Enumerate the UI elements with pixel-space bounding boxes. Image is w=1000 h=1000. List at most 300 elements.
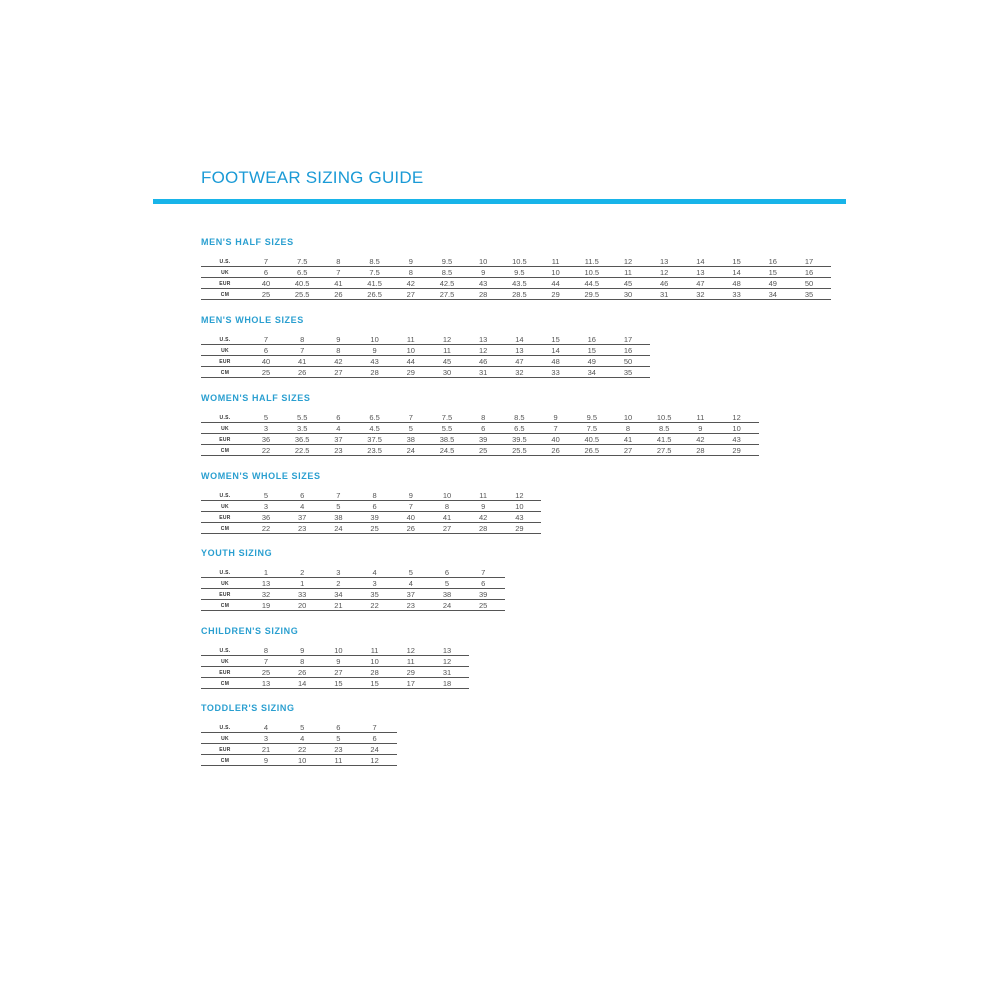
row-label: EUR	[219, 359, 231, 365]
table-cell: 40	[406, 513, 415, 522]
table-cell: 9	[481, 502, 486, 511]
table-cell: 9	[263, 756, 269, 765]
table-cell: 3	[263, 734, 269, 743]
table-cell: 49	[768, 279, 777, 288]
table-cell: 7.5	[369, 268, 380, 277]
table-cell: 22.5	[294, 446, 310, 455]
row-label: EUR	[219, 515, 231, 521]
table-cell: 3	[263, 502, 269, 511]
table-cell: 13	[261, 579, 271, 588]
table-cell: 29	[732, 446, 741, 455]
table-cell: 7	[263, 335, 269, 344]
table-cell: 12	[732, 413, 741, 422]
table-cell: 34	[768, 290, 777, 299]
table-cell: 26	[298, 668, 307, 677]
table-cell: 6.5	[369, 413, 380, 422]
table-cell: 30	[442, 368, 452, 377]
table-cell: 42	[696, 435, 705, 444]
table-cell: 26.5	[584, 446, 600, 455]
table-cell: 9	[698, 424, 703, 433]
table-cell: 10	[732, 424, 741, 433]
table-cell: 4	[372, 568, 377, 577]
table-cell: 4	[263, 723, 269, 732]
table-row	[201, 645, 469, 656]
table-cell: 9	[300, 646, 305, 655]
page-title: FOOTWEAR SIZING GUIDE	[201, 168, 424, 187]
table-cell: 47	[696, 279, 705, 288]
table-cell: 8	[481, 413, 486, 422]
table-cell: 21	[261, 745, 271, 754]
table-cell: 13	[479, 335, 488, 344]
table-cell: 27	[334, 668, 343, 677]
table-cell: 27	[442, 524, 452, 533]
table-cell: 31	[479, 368, 488, 377]
table-cell: 9	[408, 491, 413, 500]
table-cell: 43.5	[512, 279, 527, 288]
table-cell: 8	[408, 268, 413, 277]
table-cell: 10	[551, 268, 560, 277]
table-cell: 7	[336, 491, 341, 500]
table-cell: 42	[406, 279, 415, 288]
table-cell: 39	[370, 513, 379, 522]
table-cell: 5.5	[296, 413, 308, 422]
table-cell: 5	[336, 734, 341, 743]
table-cell: 6	[481, 424, 486, 433]
table-cell: 46	[479, 357, 488, 366]
table-cell: 10	[442, 491, 452, 500]
table-cell: 32	[696, 290, 705, 299]
table-row	[201, 412, 759, 423]
table-cell: 10	[406, 346, 415, 355]
row-label: UK	[221, 659, 229, 665]
row-label: U.S.	[219, 493, 231, 499]
table-cell: 32	[261, 590, 271, 599]
row-label: CM	[220, 758, 230, 764]
table-cell: 8	[300, 335, 305, 344]
table-cell: 45	[623, 279, 633, 288]
table-cell: 12	[660, 268, 669, 277]
section-title: WOMEN'S HALF SIZES	[201, 393, 311, 403]
table-cell: 23	[334, 446, 343, 455]
row-label: UK	[221, 270, 229, 276]
table-cell: 39	[479, 435, 488, 444]
table-cell: 11	[406, 335, 415, 344]
table-cell: 7	[263, 657, 269, 666]
table-cell: 27.5	[439, 290, 455, 299]
table-cell: 34	[587, 368, 596, 377]
table-cell: 48	[551, 357, 560, 366]
table-cell: 27.5	[656, 446, 672, 455]
table-row	[201, 490, 541, 501]
table-cell: 8.5	[441, 268, 453, 277]
table-cell: 11	[551, 257, 560, 266]
table-cell: 12	[370, 756, 379, 765]
table-row	[201, 267, 831, 278]
table-cell: 43	[479, 279, 488, 288]
table-cell: 4	[408, 579, 413, 588]
row-label: UK	[221, 736, 229, 742]
table-cell: 22	[261, 524, 271, 533]
table-cell: 4	[336, 424, 341, 433]
table-cell: 8	[300, 657, 305, 666]
table-cell: 10	[370, 335, 379, 344]
table-cell: 10	[334, 646, 343, 655]
table-cell: 2	[336, 579, 341, 588]
row-label: EUR	[219, 437, 231, 443]
table-cell: 13	[442, 646, 452, 655]
table-cell: 8	[336, 257, 341, 266]
table-row	[201, 678, 469, 689]
table-cell: 10.5	[656, 413, 672, 422]
table-cell: 24	[370, 745, 379, 754]
table-cell: 17	[406, 679, 415, 688]
section-title: TODDLER'S SIZING	[201, 703, 295, 713]
table-cell: 48	[732, 279, 741, 288]
table-cell: 27	[406, 290, 415, 299]
table-cell: 13	[261, 679, 271, 688]
table-cell: 29	[551, 290, 560, 299]
table-cell: 8	[263, 646, 269, 655]
table-cell: 6	[300, 491, 305, 500]
table-cell: 10.5	[512, 257, 527, 266]
table-row	[201, 434, 759, 445]
table-cell: 5	[408, 568, 413, 577]
table-cell: 15	[768, 268, 777, 277]
table-cell: 25.5	[512, 446, 527, 455]
row-label: CM	[220, 370, 230, 376]
table-cell: 10.5	[584, 268, 600, 277]
table-cell: 40	[261, 357, 271, 366]
table-cell: 47	[515, 357, 524, 366]
table-cell: 35	[804, 290, 814, 299]
table-cell: 8	[625, 424, 631, 433]
table-cell: 30	[623, 290, 633, 299]
table-cell: 45	[442, 357, 452, 366]
table-cell: 37.5	[367, 435, 382, 444]
table-cell: 41	[334, 279, 343, 288]
table-cell: 44.5	[584, 279, 600, 288]
table-cell: 26.5	[367, 290, 382, 299]
row-label: U.S.	[219, 725, 231, 731]
row-label: CM	[220, 448, 230, 454]
section-title: CHILDREN'S SIZING	[201, 626, 299, 636]
table-cell: 22	[370, 601, 379, 610]
table-cell: 42	[479, 513, 488, 522]
table-cell: 8.5	[514, 413, 525, 422]
table-row	[201, 356, 650, 367]
table-row	[201, 722, 397, 733]
table-cell: 34	[334, 590, 343, 599]
table-cell: 7	[553, 424, 558, 433]
table-cell: 29.5	[584, 290, 600, 299]
table-cell: 31	[442, 668, 452, 677]
table-cell: 23	[298, 524, 307, 533]
table-cell: 9	[408, 257, 413, 266]
table-cell: 9.5	[514, 268, 525, 277]
section-title: WOMEN'S WHOLE SIZES	[201, 471, 321, 481]
table-cell: 36.5	[294, 435, 310, 444]
table-cell: 2	[300, 568, 305, 577]
table-cell: 22	[261, 446, 271, 455]
table-cell: 17	[623, 335, 633, 344]
table-cell: 41	[442, 513, 452, 522]
table-cell: 21	[334, 601, 343, 610]
table-cell: 12	[442, 657, 452, 666]
table-cell: 28	[370, 668, 379, 677]
table-row	[201, 578, 505, 589]
table-row	[201, 733, 397, 744]
table-cell: 27	[334, 368, 343, 377]
table-cell: 17	[804, 257, 814, 266]
table-cell: 7.5	[586, 424, 598, 433]
table-cell: 12	[515, 491, 524, 500]
row-label: U.S.	[219, 415, 231, 421]
table-cell: 9	[372, 346, 377, 355]
table-cell: 28	[370, 368, 379, 377]
table-cell: 15	[732, 257, 741, 266]
table-cell: 35	[623, 368, 633, 377]
table-cell: 11	[406, 657, 415, 666]
table-cell: 44	[406, 357, 415, 366]
table-cell: 12	[442, 335, 452, 344]
table-cell: 8	[336, 346, 341, 355]
table-cell: 24	[334, 524, 343, 533]
table-cell: 4	[300, 734, 305, 743]
table-cell: 13	[660, 257, 669, 266]
row-label: EUR	[219, 592, 231, 598]
table-row	[201, 589, 505, 600]
table-cell: 29	[406, 668, 415, 677]
table-cell: 23.5	[367, 446, 382, 455]
table-cell: 6	[336, 413, 341, 422]
table-cell: 43	[732, 435, 741, 444]
table-cell: 10	[479, 257, 488, 266]
table-cell: 23	[334, 745, 343, 754]
table-cell: 5	[300, 723, 305, 732]
table-cell: 5.5	[441, 424, 453, 433]
table-cell: 6	[372, 734, 377, 743]
table-cell: 50	[623, 357, 633, 366]
table-cell: 24	[442, 601, 452, 610]
table-cell: 3.5	[296, 424, 308, 433]
table-cell: 28.5	[512, 290, 527, 299]
table-cell: 44	[551, 279, 560, 288]
table-cell: 32	[515, 368, 524, 377]
table-row	[201, 367, 650, 378]
table-cell: 22	[298, 745, 307, 754]
table-row	[201, 667, 469, 678]
table-row	[201, 744, 397, 755]
row-label: CM	[220, 526, 230, 532]
table-cell: 15	[334, 679, 343, 688]
table-cell: 13	[696, 268, 705, 277]
table-cell: 5	[408, 424, 413, 433]
table-cell: 9	[553, 413, 558, 422]
table-cell: 20	[298, 601, 307, 610]
table-cell: 6.5	[296, 268, 308, 277]
table-cell: 14	[298, 679, 307, 688]
table-row	[201, 345, 650, 356]
table-cell: 26	[298, 368, 307, 377]
table-cell: 16	[587, 335, 596, 344]
table-cell: 38	[334, 513, 343, 522]
table-cell: 9	[481, 268, 486, 277]
table-cell: 27	[623, 446, 633, 455]
table-cell: 14	[696, 257, 705, 266]
table-cell: 41	[623, 435, 633, 444]
table-cell: 40.5	[294, 279, 310, 288]
table-cell: 11	[443, 346, 451, 355]
table-cell: 6	[372, 502, 377, 511]
row-label: CM	[220, 681, 230, 687]
table-cell: 46	[660, 279, 669, 288]
table-cell: 28	[696, 446, 705, 455]
table-cell: 36	[261, 435, 271, 444]
table-cell: 11	[334, 756, 343, 765]
row-label: EUR	[219, 281, 231, 287]
table-cell: 8	[444, 502, 450, 511]
title-accent-bar	[153, 199, 846, 204]
table-cell: 5	[444, 579, 450, 588]
table-cell: 29	[406, 368, 415, 377]
row-label: EUR	[219, 670, 231, 676]
table-cell: 36	[261, 513, 271, 522]
table-cell: 8.5	[658, 424, 670, 433]
table-cell: 7	[372, 723, 377, 732]
table-cell: 40	[261, 279, 271, 288]
table-cell: 16	[804, 268, 814, 277]
table-cell: 10	[515, 502, 524, 511]
table-row	[201, 600, 505, 611]
table-row	[201, 278, 831, 289]
table-row	[201, 445, 759, 456]
table-cell: 25	[370, 524, 379, 533]
table-cell: 49	[587, 357, 596, 366]
table-cell: 7	[336, 268, 341, 277]
table-cell: 42.5	[439, 279, 455, 288]
table-cell: 9	[336, 657, 341, 666]
table-cell: 15	[587, 346, 596, 355]
table-cell: 25	[261, 368, 271, 377]
table-cell: 19	[261, 601, 271, 610]
table-cell: 39.5	[512, 435, 527, 444]
table-cell: 14	[515, 335, 524, 344]
row-label: EUR	[219, 747, 231, 753]
section-title: MEN'S HALF SIZES	[201, 237, 294, 247]
table-row	[201, 656, 469, 667]
table-cell: 15	[370, 679, 379, 688]
table-cell: 31	[660, 290, 669, 299]
table-row	[201, 289, 831, 300]
table-cell: 23	[406, 601, 415, 610]
table-cell: 24.5	[439, 446, 455, 455]
table-cell: 4.5	[369, 424, 380, 433]
table-cell: 9.5	[441, 257, 453, 266]
table-cell: 9	[336, 335, 341, 344]
table-cell: 7	[481, 568, 486, 577]
table-cell: 16	[768, 257, 777, 266]
table-cell: 25	[261, 668, 271, 677]
section-title: MEN'S WHOLE SIZES	[201, 315, 304, 325]
table-cell: 14	[732, 268, 741, 277]
table-cell: 38	[442, 590, 452, 599]
row-label: CM	[220, 603, 230, 609]
table-row	[201, 567, 505, 578]
table-cell: 35	[370, 590, 379, 599]
table-cell: 7.5	[296, 257, 308, 266]
table-cell: 50	[804, 279, 814, 288]
table-cell: 42	[334, 357, 343, 366]
table-cell: 12	[406, 646, 415, 655]
row-label: UK	[221, 348, 229, 354]
table-cell: 33	[551, 368, 560, 377]
table-cell: 7	[408, 502, 413, 511]
table-cell: 14	[551, 346, 560, 355]
table-cell: 6.5	[514, 424, 525, 433]
table-cell: 16	[623, 346, 633, 355]
table-cell: 40.5	[584, 435, 600, 444]
table-cell: 39	[479, 590, 488, 599]
table-cell: 10	[370, 657, 379, 666]
table-cell: 5	[263, 413, 269, 422]
table-cell: 7	[263, 257, 269, 266]
table-row	[201, 334, 650, 345]
table-cell: 5	[263, 491, 269, 500]
table-cell: 8.5	[369, 257, 380, 266]
table-cell: 37	[406, 590, 415, 599]
table-cell: 12	[623, 257, 633, 266]
table-cell: 41	[298, 357, 307, 366]
table-row	[201, 755, 397, 766]
table-cell: 37	[334, 435, 343, 444]
table-cell: 11	[479, 491, 488, 500]
table-cell: 11	[696, 413, 705, 422]
table-cell: 26	[334, 290, 343, 299]
table-row	[201, 256, 831, 267]
table-row	[201, 512, 541, 523]
table-cell: 43	[370, 357, 379, 366]
table-cell: 1	[300, 579, 305, 588]
table-row	[201, 523, 541, 534]
table-cell: 7	[300, 346, 305, 355]
table-cell: 8	[372, 491, 377, 500]
table-cell: 40	[551, 435, 560, 444]
table-cell: 43	[515, 513, 524, 522]
table-cell: 33	[732, 290, 741, 299]
table-cell: 9.5	[586, 413, 598, 422]
table-cell: 11	[624, 268, 632, 277]
table-cell: 6	[444, 568, 450, 577]
table-cell: 6	[481, 579, 486, 588]
table-cell: 38	[406, 435, 415, 444]
row-label: U.S.	[219, 337, 231, 343]
table-cell: 11	[370, 646, 379, 655]
table-cell: 7.5	[441, 413, 453, 422]
table-cell: 10	[298, 756, 307, 765]
table-cell: 37	[298, 513, 307, 522]
row-label: U.S.	[219, 648, 231, 654]
table-cell: 33	[298, 590, 307, 599]
table-row	[201, 501, 541, 512]
table-cell: 25.5	[294, 290, 310, 299]
table-cell: 11.5	[584, 257, 599, 266]
table-cell: 25	[479, 601, 488, 610]
table-cell: 26	[406, 524, 415, 533]
table-cell: 12	[479, 346, 488, 355]
row-label: UK	[221, 581, 229, 587]
row-label: UK	[221, 426, 229, 432]
table-cell: 6	[336, 723, 341, 732]
